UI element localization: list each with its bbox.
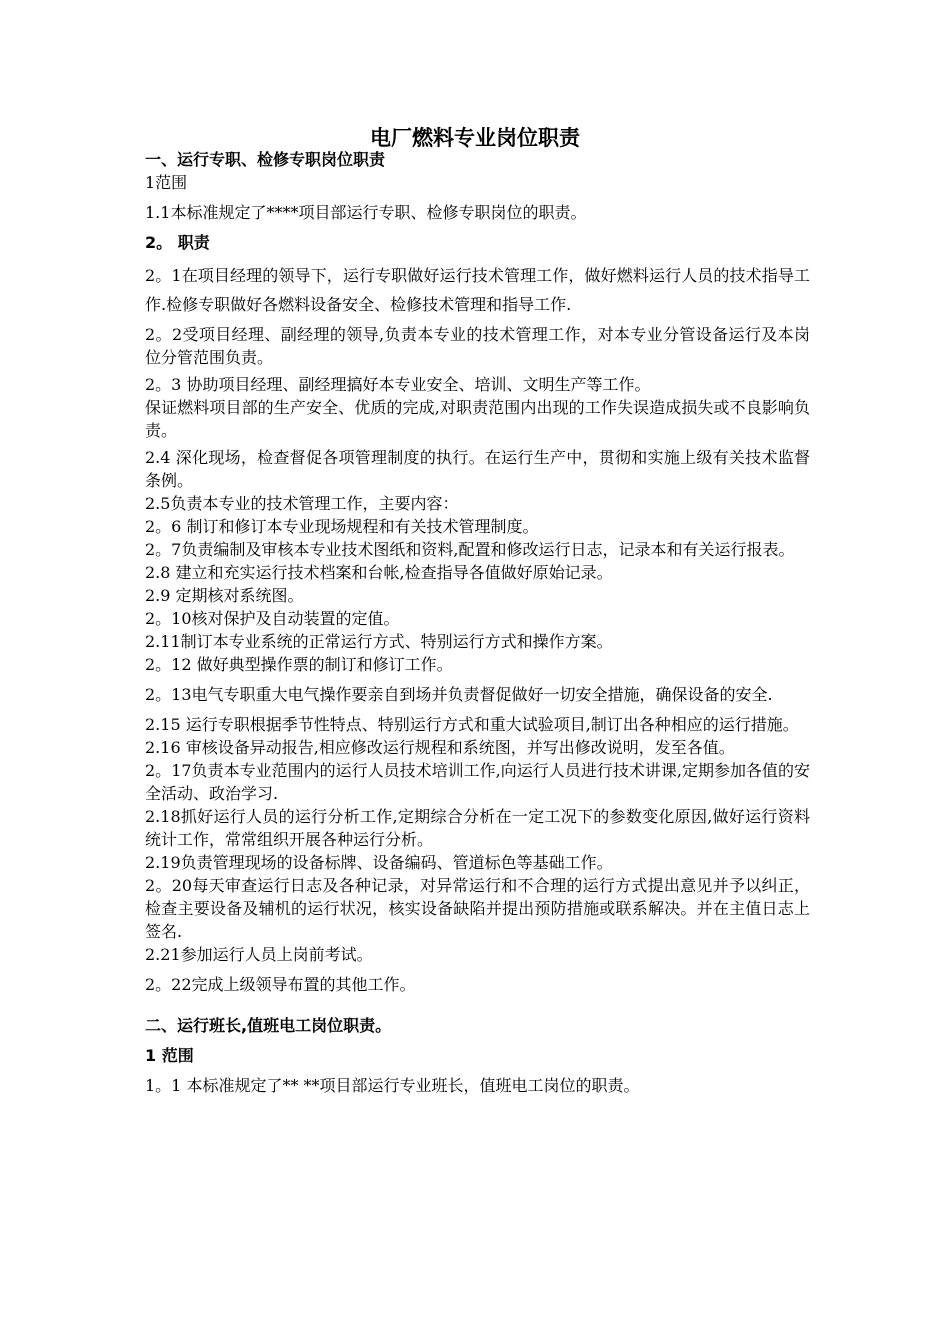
duty-item: 保证燃料项目部的生产安全、优质的完成,对职责范围内出现的工作失误造成损失或不良影响负责。 <box>145 398 810 440</box>
duty-item: 2。20每天审查运行日志及各种记录，对异常运行和不合理的运行方式提出意见并予以纠正，检查主要设备及辅机的运行状况，核实设备缺陷并提出预防措施或联系解决。并在主值日志上签名. <box>145 876 810 941</box>
document-title: 电厂燃料专业岗位职责 <box>370 126 580 150</box>
duty-item: 2。7负责编制及审核本专业技术图纸和资料,配置和修改运行日志，记录本和有关运行报表。 <box>145 540 795 559</box>
duty-item: 2.4 深化现场，检查督促各项管理制度的执行。在运行生产中，贯彻和实施上级有关技术监督条例。 <box>145 448 810 490</box>
duty-item: 2。17负责本专业范围内的运行人员技术培训工作,向运行人员进行技术讲课,定期参加各值的安全活动、政治学习. <box>145 761 810 803</box>
duty-item: 2.5负责本专业的技术管理工作，主要内容： <box>145 494 459 513</box>
duty-item: 2.11制订本专业系统的正常运行方式、特别运行方式和操作方案。 <box>145 632 613 651</box>
duty-item: 2.18抓好运行人员的运行分析工作,定期综合分析在一定工况下的参数变化原因,做好运行资料统计工作，常常组织开展各种运行分析。 <box>145 807 810 849</box>
section-2-scope-heading: 1 范围 <box>145 1046 194 1065</box>
section-2-heading: 二、运行班长,值班电工岗位职责。 <box>145 1016 392 1035</box>
duty-item: 2。22完成上级领导布置的其他工作。 <box>145 975 416 994</box>
duty-item: 2。13电气专职重大电气操作要亲自到场并负责督促做好一切安全措施，确保设备的安全. <box>145 685 773 704</box>
section-1-scope-heading: 1范围 <box>145 173 188 192</box>
duty-item: 2.15 运行专职根据季节性特点、特别运行方式和重大试验项目,制订出各种相应的运行措施。 <box>145 715 799 734</box>
duty-item: 2。3 协助项目经理、副经理搞好本专业安全、培训、文明生产等工作。 <box>145 375 651 394</box>
duty-item: 2。12 做好典型操作票的制订和修订工作。 <box>145 655 453 674</box>
duty-item: 2。6 制订和修订本专业现场规程和有关技术管理制度。 <box>145 517 539 536</box>
section-1-heading: 一、运行专职、检修专职岗位职责 <box>145 150 386 169</box>
duty-item: 2。10核对保护及自动装置的定值。 <box>145 609 400 628</box>
document-body <box>145 148 810 1097</box>
duty-item: 2。2受项目经理、副经理的领导,负责本专业的技术管理工作，对本专业分管设备运行及本岗位分管范围负责。 <box>145 325 810 367</box>
section-2-scope-1-1: 1。1 本标准规定了** **项目部运行专业班长，值班电工岗位的职责。 <box>145 1076 640 1095</box>
section-1-scope-1-1: 1.1本标准规定了****项目部运行专职、检修专职岗位的职责。 <box>145 203 587 222</box>
duty-item: 2.16 审核设备异动报告,相应修改运行规程和系统图，并写出修改说明，发至各值。 <box>145 738 735 757</box>
duty-item: 2.8 建立和充实运行技术档案和台帐,检查指导各值做好原始记录。 <box>145 563 613 582</box>
duty-item: 2.21参加运行人员上岗前考试。 <box>145 945 373 964</box>
section-1-duties-heading: 2。 职责 <box>145 233 210 252</box>
duty-item: 2。1在项目经理的领导下，运行专职做好运行技术管理工作，做好燃料运行人员的技术指导工作.检修专职做好各燃料设备安全、检修技术管理和指导工作. <box>145 266 810 314</box>
duty-item: 2.19负责管理现场的设备标牌、设备编码、管道标色等基础工作。 <box>145 853 613 872</box>
duty-item: 2.9 定期核对系统图。 <box>145 586 304 605</box>
